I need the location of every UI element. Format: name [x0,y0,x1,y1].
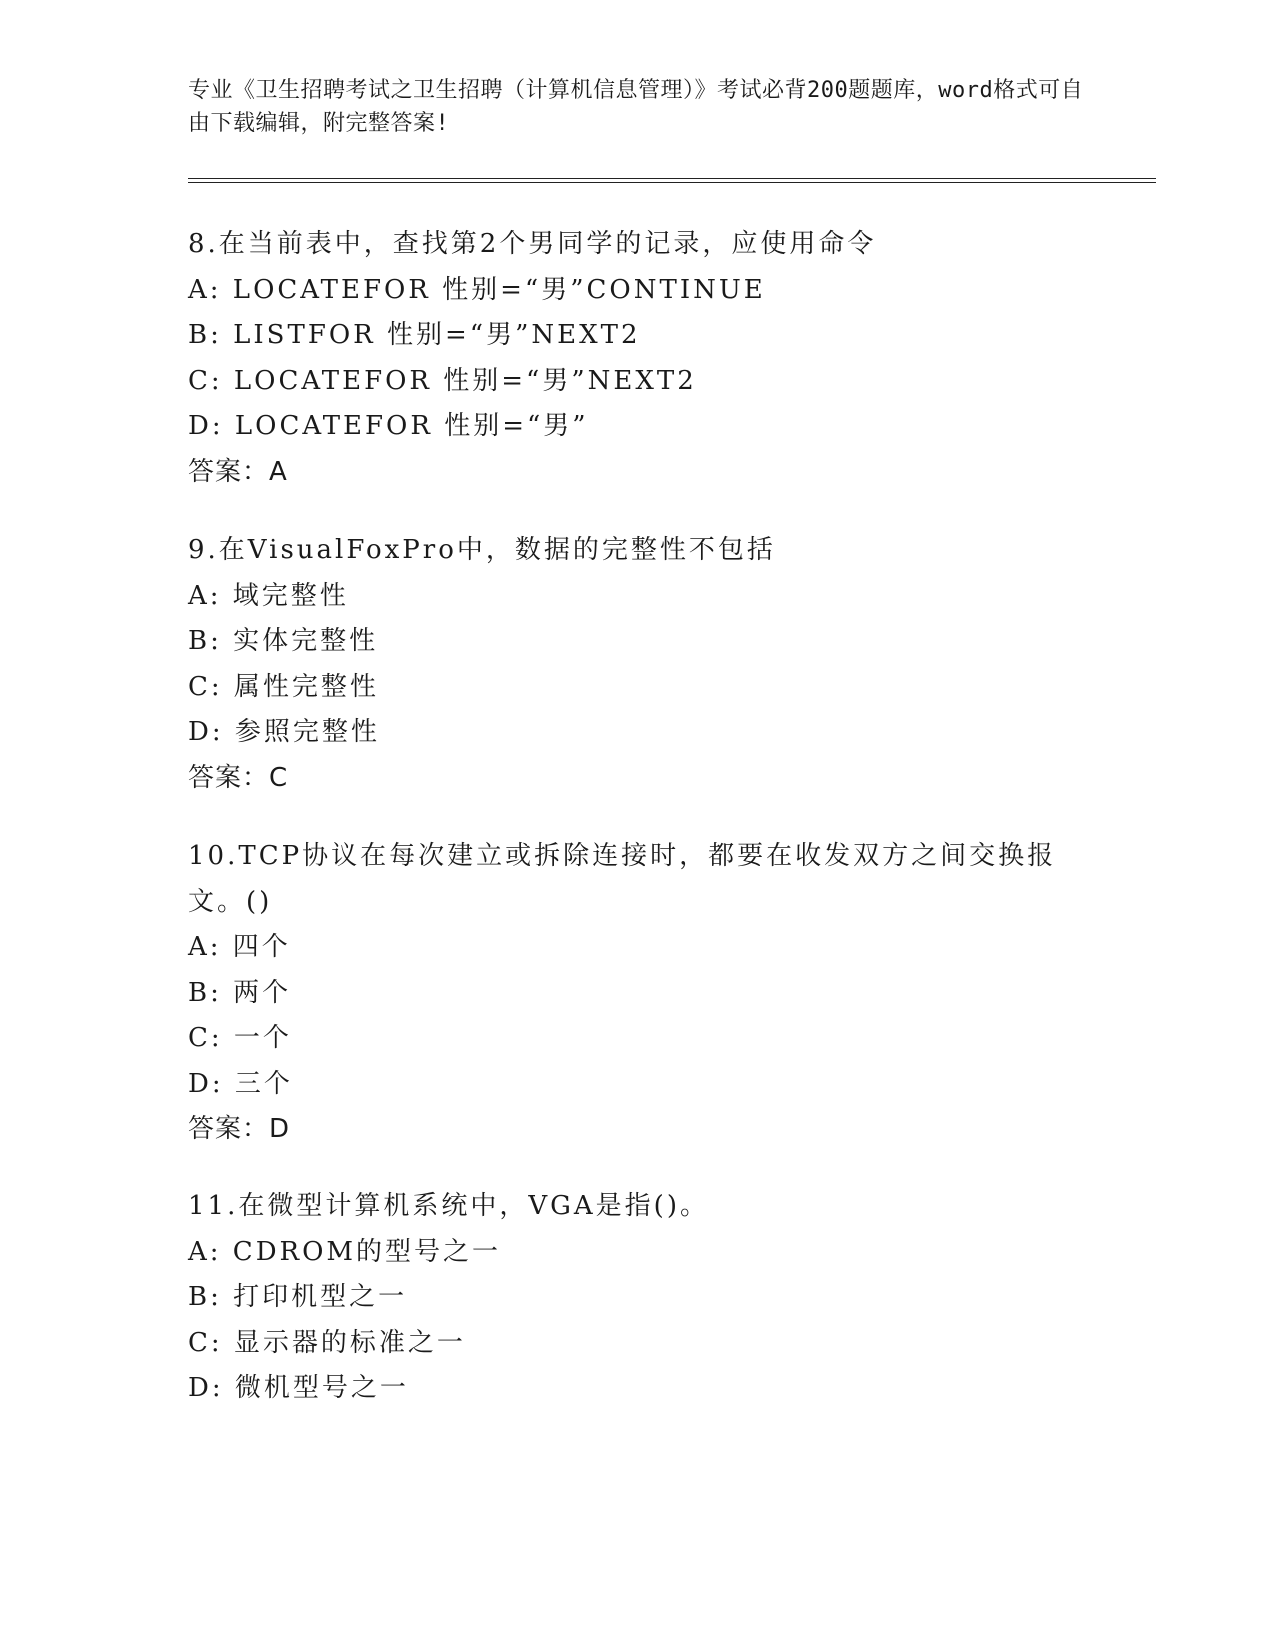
option-a: A: LOCATEFOR 性别=“男”CONTINUE [188,274,766,305]
question-11 [188,1184,1156,1412]
option-a: A: 域完整性 [188,580,349,611]
answer: 答案：C [188,762,289,793]
header-rule-bottom [188,182,1156,183]
question-10 [188,834,1156,1153]
question-text: 11.在微型计算机系统中，VGA是指()。 [188,1191,709,1221]
answer: 答案：A [188,456,288,487]
option-b: B: LISTFOR 性别=“男”NEXT2 [188,320,641,350]
document-header: 专业《卫生招聘考试之卫生招聘（计算机信息管理）》考试必背200题题库，word格式可自由下载编辑，附完整答案! [188,78,1084,136]
option-c: C: 显示器的标准之一 [188,1327,466,1358]
question-text: 8.在当前表中，查找第2个男同学的记录，应使用命令 [188,229,877,259]
option-d: D: 三个 [188,1068,293,1099]
option-c: C: 一个 [188,1023,292,1053]
option-c: C: 属性完整性 [188,671,379,702]
option-c: C: LOCATEFOR 性别=“男”NEXT2 [188,365,697,396]
option-b: B: 实体完整性 [188,626,379,656]
option-b: B: 打印机型之一 [188,1282,408,1312]
option-a: A: CDROM的型号之一 [188,1236,502,1267]
option-d: D: 参照完整性 [188,717,380,747]
option-d: D: LOCATEFOR 性别=“男” [188,411,589,441]
question-text: 10.TCP协议在每次建立或拆除连接时，都要在收发双方之间交换报文。() [188,841,1057,917]
question-8 [188,222,1156,495]
question-text: 9.在VisualFoxPro中，数据的完整性不包括 [188,535,776,565]
option-d: D: 微机型号之一 [188,1373,409,1403]
header-rule-top [188,178,1156,179]
answer: 答案：D [188,1114,291,1144]
option-a: A: 四个 [188,932,291,962]
option-b: B: 两个 [188,977,292,1008]
question-9 [188,528,1156,801]
